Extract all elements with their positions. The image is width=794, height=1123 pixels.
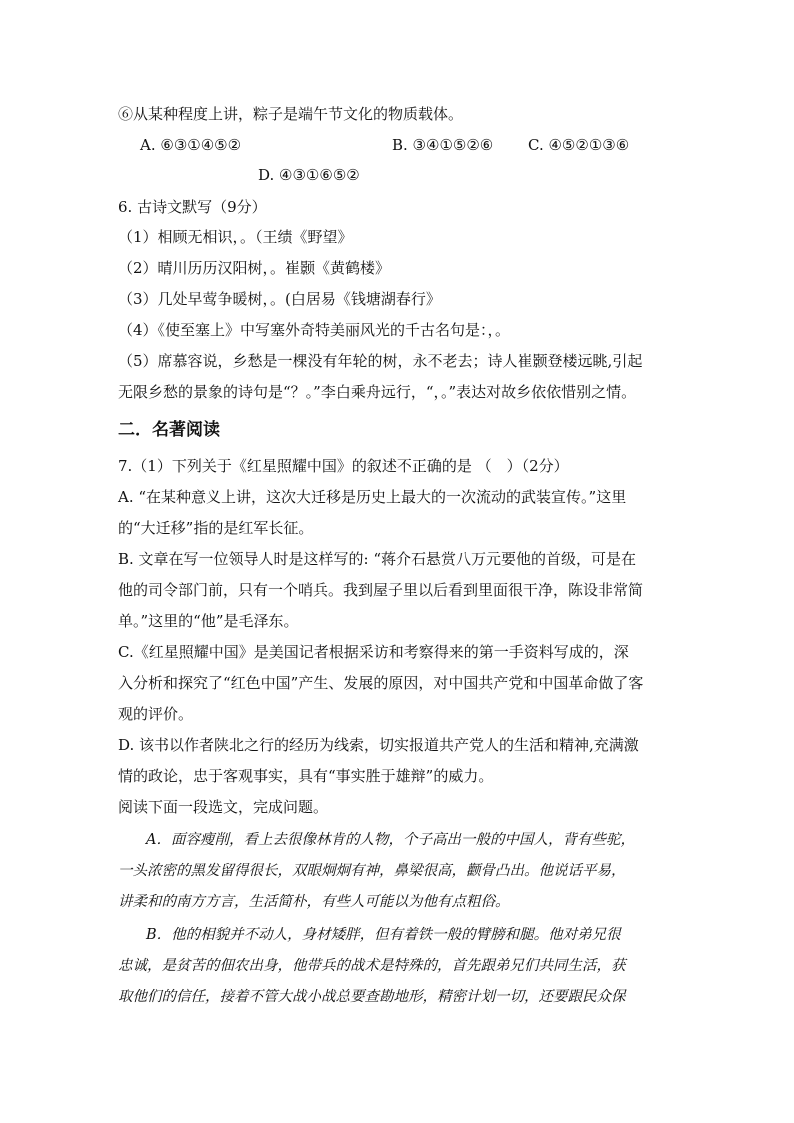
choice-b: B. ③④①⑤②⑥ [392, 136, 494, 154]
option-c-line-2: 入分析和探究了“红色中国”产生、发展的原因，对中国共产党和中国革命做了客 [118, 674, 644, 692]
passage-a-line-2: 一头浓密的黑发留得很长，双眼炯炯有神，鼻梁很高，颧骨凸出。他说话平易， [118, 863, 626, 879]
option-b-line-2: 他的司令部门前，只有一个哨兵。我到屋子里以后看到里面很干净，陈设非常简 [118, 581, 644, 599]
passage-b-line-3: 取他们的信任，接着不管大战小战总要查勘地形，精密计划一切，还要跟民众保 [118, 989, 626, 1005]
option-d-line-1: D. 该书以作者陕北之行的经历为线索，切实报道共产党人的生活和精神,充满激 [118, 736, 639, 754]
question-6-item-5-line-1: （5）席慕容说，乡愁是一棵没有年轮的树，永不老去；诗人崔颢登楼远眺,引起 [118, 352, 643, 370]
passage-b-line-2: 忠诚，是贫苦的佃农出身，他带兵的战术是特殊的，首先跟弟兄们共同生活，获 [118, 958, 626, 974]
reading-instruction: 阅读下面一段选文，完成问题。 [118, 798, 329, 816]
question-7-title: 7.（1）下列关于《红星照耀中国》的叙述不正确的是 （ ）（2分） [118, 457, 569, 475]
question-6-item-2: （2）晴川历历汉阳树，。崔颢《黄鹤楼》 [118, 259, 391, 277]
option-d-line-2: 情的政论，忠于客观事实，具有“事实胜于雄辩”的威力。 [118, 767, 494, 785]
option-sentence-6: ⑥从某种程度上讲，粽子是端午节文化的物质载体。 [118, 105, 464, 123]
question-6-item-4: （4）《使至塞上》中写塞外奇特美丽风光的千古名句是：，。 [118, 321, 511, 339]
option-b-line-3: 单。”这里的“他”是毛泽东。 [118, 612, 299, 630]
passage-a-line-1: A．面容瘦削，看上去很像林肯的人物，个子高出一般的中国人，背有些驼， [146, 832, 635, 848]
question-6-item-3: （3）几处早莺争暖树，。(白居易《钱塘湖春行》 [118, 290, 441, 308]
option-b-line-1: B. 文章在写一位领导人时是这样写的: “蒋介石悬赏八万元要他的首级，可是在 [118, 550, 637, 568]
question-6-item-5-line-2: 无限乡愁的景象的诗句是“？。”李白乘舟远行，“，。”表达对故乡依依惜别之情。 [118, 383, 637, 401]
option-a-line-1: A. “在某种意义上讲，这次大迁移是历史上最大的一次流动的武装宣传。”这里 [118, 488, 627, 506]
option-c-line-1: C.《红星照耀中国》是美国记者根据采访和考察得来的第一手资料写成的，深 [118, 643, 629, 661]
section-heading: 二．名著阅读 [118, 420, 220, 440]
question-6-title: 6. 古诗文默写（9分） [118, 198, 267, 216]
option-a-line-2: 的“大迁移”指的是红军长征。 [118, 519, 314, 537]
choice-d: D. ④③①⑥⑤② [258, 166, 360, 184]
passage-a-line-3: 讲柔和的南方方言，生活简朴，有些人可能以为他有点粗俗。 [118, 894, 510, 910]
question-6-item-1: （1）相顾无相识，。（王绩《野望》 [118, 228, 353, 246]
passage-b-line-1: B．他的相貌并不动人，身材矮胖，但有着铁一般的臂膀和腿。他对弟兄很 [146, 927, 621, 943]
option-c-line-3: 观的评价。 [118, 705, 194, 723]
choice-a: A. ⑥③①④⑤② [140, 136, 242, 154]
choice-c: C. ④⑤②①③⑥ [528, 136, 630, 154]
